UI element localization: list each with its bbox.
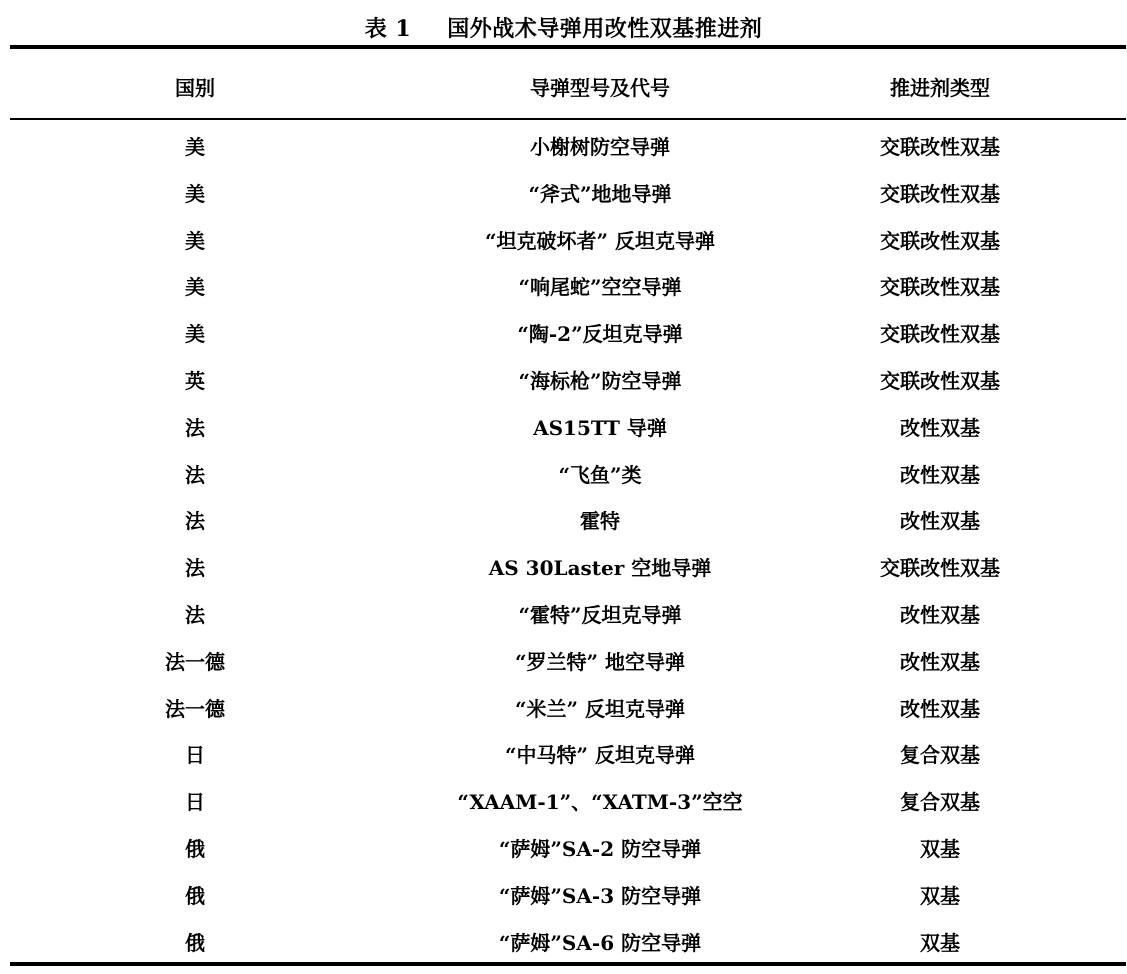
header-missile-model: 导弹型号及代号 xyxy=(530,76,670,100)
table-row xyxy=(10,121,1126,168)
table-header-rule xyxy=(10,118,1126,120)
cell-propellant-type: 改性双基 xyxy=(900,509,980,534)
cell-missile-model: “罗兰特” 地空导弹 xyxy=(515,649,685,674)
table-row xyxy=(10,355,1126,402)
table-row xyxy=(10,168,1126,215)
table-row xyxy=(10,729,1126,776)
table-bottom-rule xyxy=(10,962,1126,966)
cell-country: 美 xyxy=(185,228,205,253)
cell-missile-model: “萨姆”SA-3 防空导弹 xyxy=(498,883,702,908)
cell-propellant-type: 复合双基 xyxy=(900,743,980,768)
cell-missile-model: 霍特 xyxy=(580,509,620,534)
cell-propellant-type: 交联改性双基 xyxy=(880,228,1000,253)
cell-propellant-type: 改性双基 xyxy=(900,415,980,440)
table-number: 表 1 xyxy=(364,16,412,42)
cell-country: 法 xyxy=(185,509,205,534)
cell-missile-model: “米兰” 反坦克导弹 xyxy=(515,696,685,721)
header-propellant-type: 推进剂类型 xyxy=(890,76,990,100)
cell-country: 俄 xyxy=(185,883,205,908)
cell-missile-model: “陶-2”反坦克导弹 xyxy=(517,322,683,347)
table-row xyxy=(10,823,1126,870)
cell-country: 美 xyxy=(185,275,205,300)
cell-missile-model: 小榭树防空导弹 xyxy=(530,135,670,159)
table-row xyxy=(10,636,1126,683)
cell-missile-model: “响尾蛇”空空导弹 xyxy=(518,275,682,300)
table-row xyxy=(10,261,1126,308)
cell-country: 美 xyxy=(185,181,205,206)
cell-country: 美 xyxy=(185,135,205,159)
cell-missile-model: “萨姆”SA-2 防空导弹 xyxy=(498,836,702,861)
table-row xyxy=(10,495,1126,542)
table-top-rule xyxy=(10,45,1126,49)
cell-propellant-type: 双基 xyxy=(920,930,960,955)
table-row xyxy=(10,402,1126,449)
table-row xyxy=(10,870,1126,917)
cell-missile-model: “萨姆”SA-6 防空导弹 xyxy=(498,930,702,955)
table-caption xyxy=(0,12,1127,43)
cell-propellant-type: 交联改性双基 xyxy=(880,181,1000,206)
header-country: 国别 xyxy=(175,76,215,100)
table-body xyxy=(10,121,1126,963)
cell-propellant-type: 改性双基 xyxy=(900,602,980,627)
cell-propellant-type: 复合双基 xyxy=(900,790,980,815)
cell-country: 俄 xyxy=(185,930,205,955)
cell-country: 法 xyxy=(185,602,205,627)
table-row xyxy=(10,449,1126,496)
cell-country: 俄 xyxy=(185,836,205,861)
cell-propellant-type: 交联改性双基 xyxy=(880,368,1000,393)
cell-country: 法 xyxy=(185,462,205,487)
table-row xyxy=(10,589,1126,636)
table-title: 国外战术导弹用改性双基推进剂 xyxy=(447,16,763,42)
cell-country: 美 xyxy=(185,322,205,347)
cell-country: 日 xyxy=(185,743,205,768)
cell-missile-model: “海标枪”防空导弹 xyxy=(518,368,682,393)
cell-propellant-type: 双基 xyxy=(920,883,960,908)
table-row xyxy=(10,215,1126,262)
table-row xyxy=(10,917,1126,964)
cell-country: 法 xyxy=(185,556,205,581)
cell-missile-model: “飞鱼”类 xyxy=(558,462,642,487)
cell-country: 法 xyxy=(185,415,205,440)
table-row xyxy=(10,308,1126,355)
cell-propellant-type: 交联改性双基 xyxy=(880,135,1000,159)
cell-propellant-type: 双基 xyxy=(920,836,960,861)
cell-propellant-type: 改性双基 xyxy=(900,649,980,674)
cell-missile-model: “斧式”地地导弹 xyxy=(528,181,672,206)
table-header-row xyxy=(10,62,1126,110)
table-row xyxy=(10,683,1126,730)
cell-propellant-type: 改性双基 xyxy=(900,462,980,487)
table-row xyxy=(10,776,1126,823)
cell-missile-model: AS 30Laster 空地导弹 xyxy=(488,556,712,581)
cell-propellant-type: 改性双基 xyxy=(900,696,980,721)
cell-missile-model: “中马特” 反坦克导弹 xyxy=(505,743,695,768)
cell-country: 法一德 xyxy=(165,696,225,721)
cell-propellant-type: 交联改性双基 xyxy=(880,275,1000,300)
cell-missile-model: AS15TT 导弹 xyxy=(533,415,667,440)
table-row xyxy=(10,542,1126,589)
cell-missile-model: “XAAM-1”、“XATM-3”空空 xyxy=(457,790,743,815)
cell-country: 日 xyxy=(185,790,205,815)
cell-missile-model: “霍特”反坦克导弹 xyxy=(518,602,682,627)
cell-country: 英 xyxy=(185,368,205,393)
cell-country: 法一德 xyxy=(165,649,225,674)
cell-propellant-type: 交联改性双基 xyxy=(880,556,1000,581)
cell-propellant-type: 交联改性双基 xyxy=(880,322,1000,347)
cell-missile-model: “坦克破坏者” 反坦克导弹 xyxy=(485,228,715,253)
